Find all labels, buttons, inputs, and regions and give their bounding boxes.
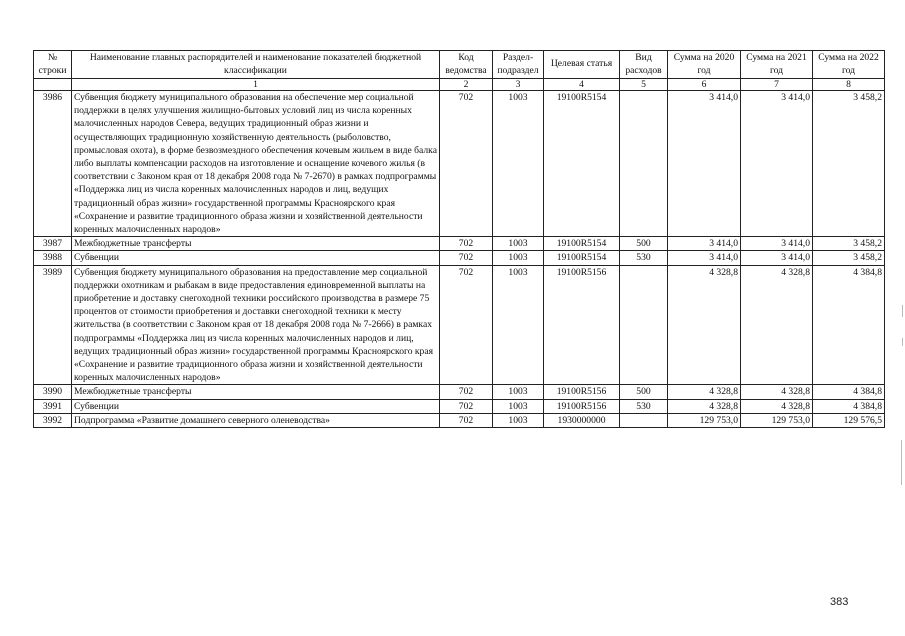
dept-code: 702 xyxy=(440,251,493,265)
table-row xyxy=(34,265,885,385)
header-sum-2020: Сумма на 2020 год xyxy=(668,51,741,79)
row-name: Подпрограмма «Развитие домашнего северного оленеводства» xyxy=(72,413,440,427)
header-target: Целевая статья xyxy=(544,51,620,79)
scan-artifact-line xyxy=(902,338,903,346)
header-row-number: № строки xyxy=(34,51,72,79)
expense-type: 500 xyxy=(620,385,668,399)
row-number: 3987 xyxy=(34,237,72,251)
column-number: 8 xyxy=(813,79,885,91)
column-number: 2 xyxy=(440,79,493,91)
column-number: 5 xyxy=(620,79,668,91)
target-code: 19100R5156 xyxy=(544,265,620,385)
sum-2021: 129 753,0 xyxy=(741,413,813,427)
sum-2020: 3 414,0 xyxy=(668,91,741,237)
section-code: 1003 xyxy=(493,237,544,251)
sum-2021: 4 328,8 xyxy=(741,385,813,399)
sum-2022: 3 458,2 xyxy=(813,237,885,251)
sum-2020: 4 328,8 xyxy=(668,399,741,413)
scan-artifact-line xyxy=(902,305,903,317)
expense-type xyxy=(620,413,668,427)
header-sum-2022: Сумма на 2022 год xyxy=(813,51,885,79)
expense-type xyxy=(620,265,668,385)
sum-2022: 4 384,8 xyxy=(813,385,885,399)
row-name: Межбюджетные трансферты xyxy=(72,237,440,251)
expense-type: 530 xyxy=(620,251,668,265)
page-number: 383 xyxy=(830,596,849,608)
sum-2021: 4 328,8 xyxy=(741,265,813,385)
target-code: 19100R5156 xyxy=(544,385,620,399)
dept-code: 702 xyxy=(440,237,493,251)
sum-2021: 4 328,8 xyxy=(741,399,813,413)
column-number: 1 xyxy=(72,79,440,91)
scan-artifact-line xyxy=(901,440,902,485)
table-row xyxy=(34,91,885,237)
sum-2020: 3 414,0 xyxy=(668,251,741,265)
target-code: 19100R5156 xyxy=(544,399,620,413)
budget-table xyxy=(33,50,885,428)
expense-type: 500 xyxy=(620,237,668,251)
section-code: 1003 xyxy=(493,265,544,385)
target-code: 19100R5154 xyxy=(544,91,620,237)
table-header-row xyxy=(34,51,885,79)
expense-type xyxy=(620,91,668,237)
row-name: Субвенция бюджету муниципального образования на предоставление мер социальной поддержки охотникам и рыбакам в виде предоставления единовременной выплаты на приобретение и доставку снегоходной техники российского производства в размере 75 процентов от стоимости приобретения и доставки снегоходной техники к месту жительства (в соответствии с Законом края от 18 декабря 2008 года № 7-2666) в рамках подпрограммы «Поддержка лиц из числа коренных малочисленных народов и лиц, ведущих традиционный образ жизни» государственной программы Красноярского края «Сохранение и развитие традиционного образа жизни и хозяйственной деятельности коренных малочисленных народов» xyxy=(72,265,440,385)
sum-2022: 129 576,5 xyxy=(813,413,885,427)
column-number: 7 xyxy=(741,79,813,91)
header-section: Раздел-подраздел xyxy=(493,51,544,79)
dept-code: 702 xyxy=(440,265,493,385)
sum-2020: 4 328,8 xyxy=(668,385,741,399)
header-name: Наименование главных распорядителей и наименование показателей бюджетной классификации xyxy=(72,51,440,79)
section-code: 1003 xyxy=(493,385,544,399)
sum-2021: 3 414,0 xyxy=(741,251,813,265)
row-number: 3988 xyxy=(34,251,72,265)
sum-2022: 3 458,2 xyxy=(813,91,885,237)
table-row xyxy=(34,237,885,251)
header-dept-code: Код ведомства xyxy=(440,51,493,79)
column-number: 4 xyxy=(544,79,620,91)
column-number: 6 xyxy=(668,79,741,91)
row-number: 3989 xyxy=(34,265,72,385)
column-number xyxy=(34,79,72,91)
section-code: 1003 xyxy=(493,91,544,237)
dept-code: 702 xyxy=(440,91,493,237)
row-number: 3986 xyxy=(34,91,72,237)
sum-2020: 129 753,0 xyxy=(668,413,741,427)
sum-2022: 3 458,2 xyxy=(813,251,885,265)
dept-code: 702 xyxy=(440,399,493,413)
table-row xyxy=(34,251,885,265)
column-number: 3 xyxy=(493,79,544,91)
sum-2021: 3 414,0 xyxy=(741,237,813,251)
row-name: Субвенции xyxy=(72,399,440,413)
sum-2020: 3 414,0 xyxy=(668,237,741,251)
row-number: 3990 xyxy=(34,385,72,399)
table-row xyxy=(34,413,885,427)
header-expense-type: Вид расходов xyxy=(620,51,668,79)
row-number: 3992 xyxy=(34,413,72,427)
table-row xyxy=(34,385,885,399)
sum-2021: 3 414,0 xyxy=(741,91,813,237)
row-name: Субвенции xyxy=(72,251,440,265)
section-code: 1003 xyxy=(493,413,544,427)
target-code: 1930000000 xyxy=(544,413,620,427)
dept-code: 702 xyxy=(440,413,493,427)
target-code: 19100R5154 xyxy=(544,251,620,265)
section-code: 1003 xyxy=(493,251,544,265)
expense-type: 530 xyxy=(620,399,668,413)
section-code: 1003 xyxy=(493,399,544,413)
target-code: 19100R5154 xyxy=(544,237,620,251)
row-name: Субвенция бюджету муниципального образования на обеспечение мер социальной поддержки в целях улучшения жилищно-бытовых условий лиц из числа коренных малочисленных народов Севера, ведущих традиционный образ жизни и осуществляющих традиционную хозяйственную деятельность (рыболовство, промысловая охота), в форме безвозмездного обеспечения кочевым жильем в виде балка либо выплаты компенсации расходов на изготовление и оснащение кочевого жилья (в соответствии с Законом края от 18 декабря 2008 года № 7-2670) в рамках подпрограммы «Поддержка лиц из числа коренных малочисленных народов и лиц, ведущих традиционный образ жизни» государственной программы Красноярского края «Сохранение и развитие традиционного образа жизни и хозяйственной деятельности коренных малочисленных народов» xyxy=(72,91,440,237)
sum-2022: 4 384,8 xyxy=(813,265,885,385)
dept-code: 702 xyxy=(440,385,493,399)
row-number: 3991 xyxy=(34,399,72,413)
header-sum-2021: Сумма на 2021 год xyxy=(741,51,813,79)
row-name: Межбюджетные трансферты xyxy=(72,385,440,399)
sum-2020: 4 328,8 xyxy=(668,265,741,385)
column-number-row xyxy=(34,79,885,91)
table-row xyxy=(34,399,885,413)
sum-2022: 4 384,8 xyxy=(813,399,885,413)
